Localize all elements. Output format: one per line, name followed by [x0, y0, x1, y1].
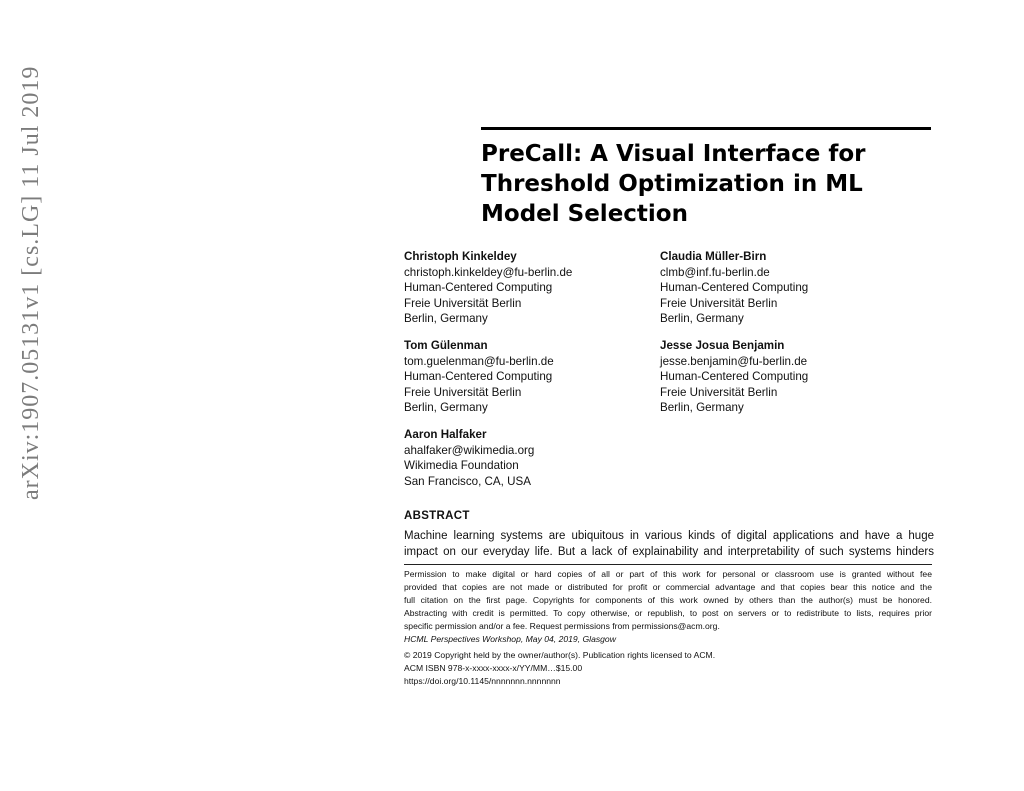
- author-location: Berlin, Germany: [404, 312, 488, 325]
- abstract-text: [404, 528, 934, 560]
- author-name: Claudia Müller-Birn: [660, 250, 767, 263]
- author-name: Jesse Josua Benjamin: [660, 339, 785, 352]
- permission-line: Permission to make digital or hard copies of all or part of this work for personal or classroom use is granted without fee: [404, 569, 932, 579]
- author-block: [660, 249, 808, 327]
- author-location: Berlin, Germany: [404, 401, 488, 414]
- abstract-heading: ABSTRACT: [404, 510, 470, 522]
- author-department: Human-Centered Computing: [660, 281, 809, 294]
- title-line: Threshold Optimization in ML: [481, 171, 863, 197]
- author-block: [660, 338, 808, 416]
- author-email[interactable]: ahalfaker@wikimedia.org: [404, 443, 535, 457]
- copyright-line: © 2019 Copyright held by the owner/author(s). Publication rights licensed to ACM.: [404, 650, 716, 660]
- abstract-line: impact on our everyday life. But a lack of explainability and interpretability of such systems hinders: [404, 546, 934, 558]
- isbn-line: ACM ISBN 978-x-xxxx-xxxx-x/YY/MM…$15.00: [404, 663, 583, 673]
- workshop-venue: HCML Perspectives Workshop, May 04, 2019, Glasgow: [404, 634, 616, 644]
- author-email[interactable]: jesse.benjamin@fu-berlin.de: [660, 354, 808, 368]
- copyright-footnote: [404, 568, 932, 688]
- author-department: Human-Centered Computing: [404, 370, 553, 383]
- author-organization: Freie Universität Berlin: [404, 385, 522, 399]
- author-organization: Freie Universität Berlin: [404, 296, 522, 310]
- footnote-rule: [404, 564, 932, 565]
- author-location: San Francisco, CA, USA: [404, 474, 531, 488]
- doi-link[interactable]: https://doi.org/10.1145/nnnnnnn.nnnnnnn: [404, 676, 561, 686]
- author-block: [404, 338, 554, 416]
- author-location: Berlin, Germany: [660, 401, 744, 414]
- title-line: PreCall: A Visual Interface for: [481, 141, 866, 167]
- author-block: [404, 427, 534, 489]
- title-rule: [481, 127, 931, 130]
- permission-line: specific permission and/or a fee. Request permissions from permissions@acm.org.: [404, 621, 720, 631]
- author-block: [404, 249, 572, 327]
- author-email[interactable]: christoph.kinkeldey@fu-berlin.de: [404, 265, 573, 279]
- author-department: Human-Centered Computing: [404, 281, 553, 294]
- author-name: Christoph Kinkeldey: [404, 250, 517, 263]
- arxiv-identifier: arXiv:1907.05131v1 [cs.LG] 11 Jul 2019: [18, 65, 44, 500]
- author-department: Human-Centered Computing: [660, 370, 809, 383]
- author-organization: Freie Universität Berlin: [660, 385, 778, 399]
- abstract-line: Machine learning systems are ubiquitous in various kinds of digital applications and have a huge: [404, 530, 934, 542]
- permission-notice: [404, 568, 932, 633]
- author-email[interactable]: clmb@inf.fu-berlin.de: [660, 265, 770, 279]
- author-name: Aaron Halfaker: [404, 428, 487, 441]
- author-email[interactable]: tom.guelenman@fu-berlin.de: [404, 354, 554, 368]
- permission-line: provided that copies are not made or distributed for profit or commercial advantage and that copies bear this notice and the: [404, 582, 932, 592]
- author-location: Berlin, Germany: [660, 312, 744, 325]
- permission-line: Abstracting with credit is permitted. To copy otherwise, or republish, to post on servers or to redistribute to lists, requires prior: [404, 608, 932, 618]
- author-name: Tom Gülenman: [404, 339, 488, 352]
- permission-line: full citation on the first page. Copyrights for components of this work owned by others than the author(s) must be honored.: [404, 595, 932, 605]
- author-organization: Wikimedia Foundation: [404, 459, 519, 472]
- author-organization: Freie Universität Berlin: [660, 296, 778, 310]
- paper-title: [481, 139, 931, 229]
- title-line: Model Selection: [481, 201, 688, 227]
